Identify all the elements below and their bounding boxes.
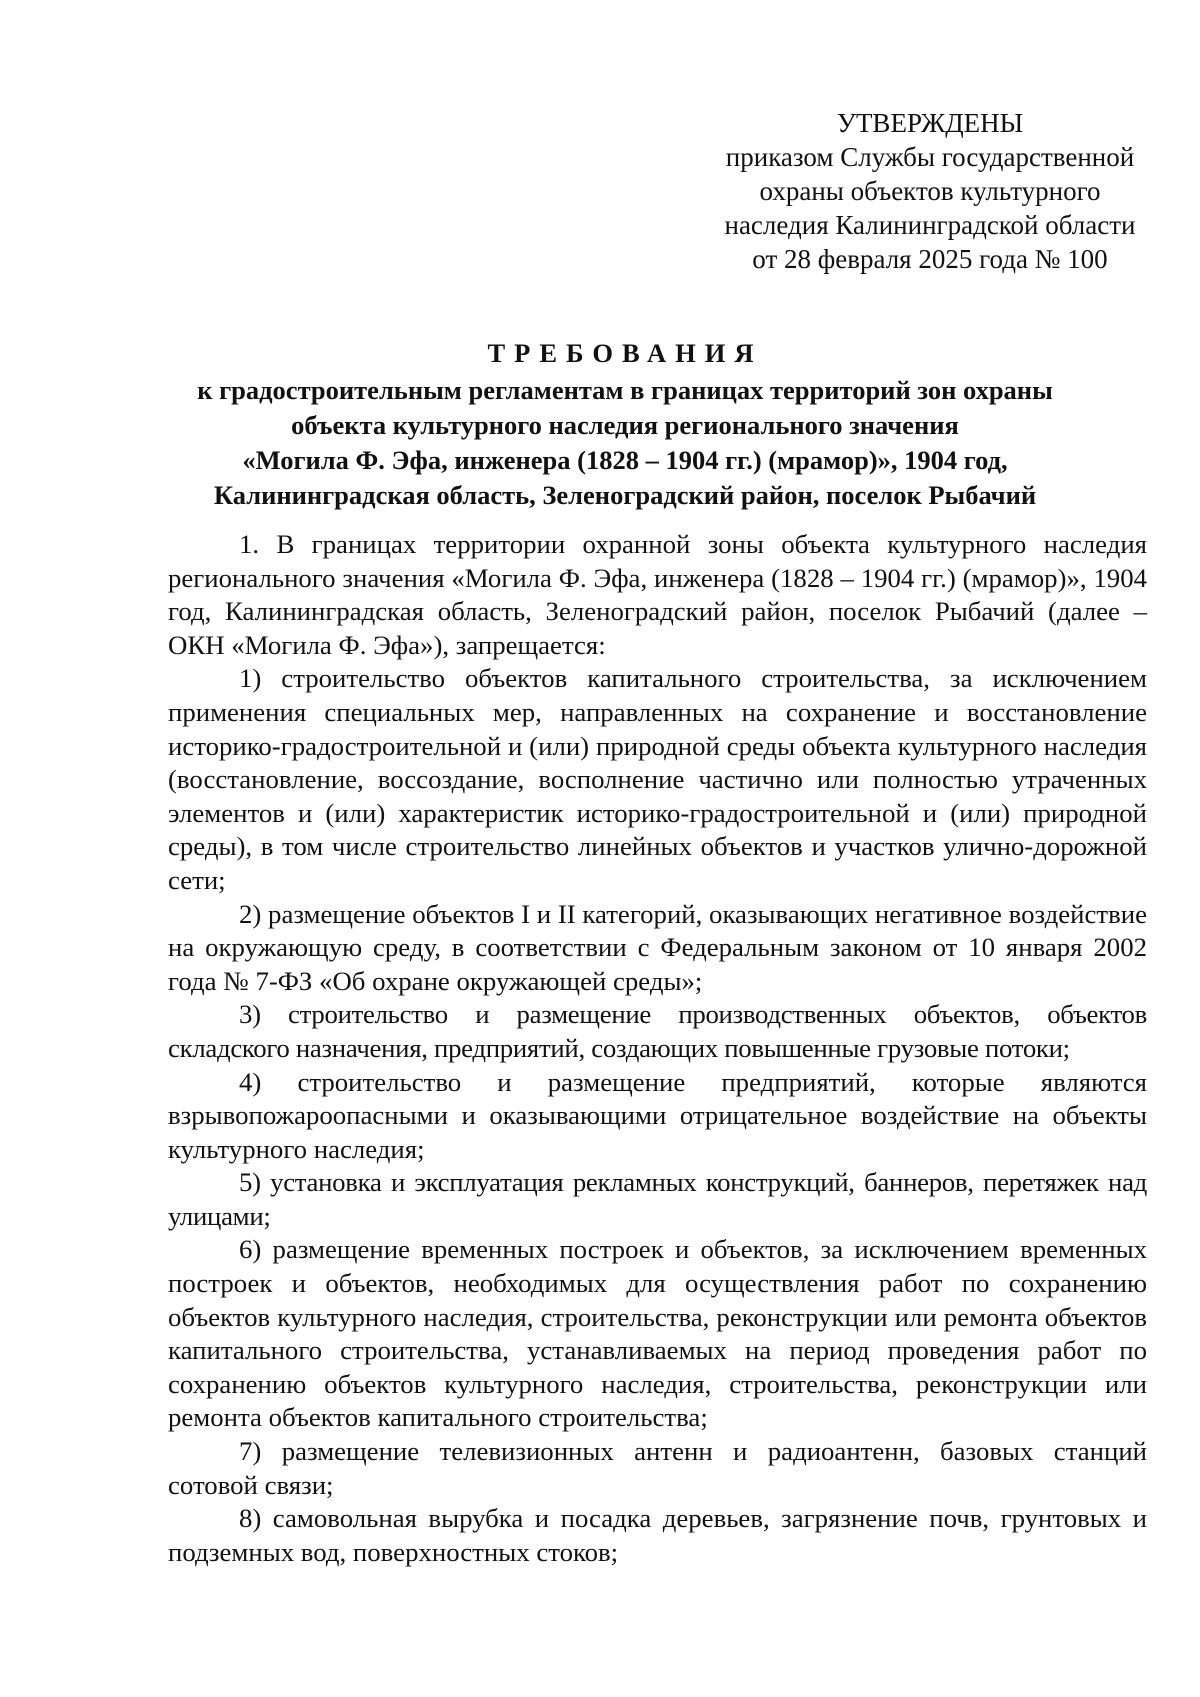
title-line: к градостроительным регламентам в границах территорий зон охраны	[197, 375, 1053, 405]
list-item: 2) размещение объектов I и II категорий, оказывающих негативное воздействие на окружающую среду, в соответствии с Федеральным законом от 10 января 2002 года № 7-ФЗ «Об охране окружающей среды»;	[168, 898, 1147, 996]
document-title	[150, 336, 1100, 513]
list-item: 4) строительство и размещение предприятий, которые являются взрывопожароопасными и оказывающими отрицательное воздействие на объекты культурного наследия;	[168, 1066, 1147, 1164]
list-item: 7) размещение телевизионных антенн и радиоантенн, базовых станций сотовой связи;	[168, 1436, 1147, 1500]
approval-order-line: приказом Службы государственной	[725, 142, 1135, 172]
approval-date-number: от 28 февраля 2025 года № 100	[752, 244, 1108, 274]
list-item: 1) строительство объектов капитального строительства, за исключением применения специальных мер, направленных на сохранение и восстановление историко-градостроительной и (или) природной среды объекта культурного наследия (восстановление, воссоздание, восполнение частично или полностью утраченных элементов и (или) характеристик историко-градостроительной и (или) природной среды), в том числе строительство линейных объектов и участков улично-дорожной сети;	[168, 663, 1147, 895]
list-item: 5) установка и эксплуатация рекламных конструкций, баннеров, перетяжек над улицами;	[168, 1167, 1147, 1231]
title-line: объекта культурного наследия регионального значения	[291, 410, 959, 440]
document-body	[168, 528, 1147, 1569]
title-line: «Могила Ф. Эфа, инженера (1828 – 1904 гг.) (мрамор)», 1904 год,	[242, 445, 1008, 475]
approval-block	[690, 106, 1170, 276]
paragraph-intro: 1. В границах территории охранной зоны объекта культурного наследия регионального значения «Могила Ф. Эфа, инженера (1828 – 1904 гг.) (мрамор)», 1904 год, Калининградская область, Зеленоградский район, поселок Рыбачий (далее – ОКН «Могила Ф. Эфа»), запрещается:	[168, 529, 1147, 660]
approval-heading: УТВЕРЖДЕНЫ	[836, 108, 1024, 138]
title-heading: ТРЕБОВАНИЯ	[487, 338, 763, 368]
title-line: Калининградская область, Зеленоградский район, поселок Рыбачий	[213, 480, 1037, 510]
approval-order-line: охраны объектов культурного	[759, 176, 1101, 206]
list-item: 8) самовольная вырубка и посадка деревьев, загрязнение почв, грунтовых и подземных вод, поверхностных стоков;	[168, 1503, 1147, 1567]
list-item: 3) строительство и размещение производственных объектов, объектов складского назначения, предприятий, создающих повышенные грузовые потоки;	[168, 999, 1147, 1063]
approval-order-line: наследия Калининградской области	[724, 210, 1136, 240]
list-item: 6) размещение временных построек и объектов, за исключением временных построек и объектов, необходимых для осуществления работ по сохранению объектов культурного наследия, строительства, реконструкции или ремонта объектов капитального строительства, устанавливаемых на период проведения работ по сохранению объектов культурного наследия, строительства, реконструкции или ремонта объектов капитального строительства;	[168, 1234, 1147, 1433]
